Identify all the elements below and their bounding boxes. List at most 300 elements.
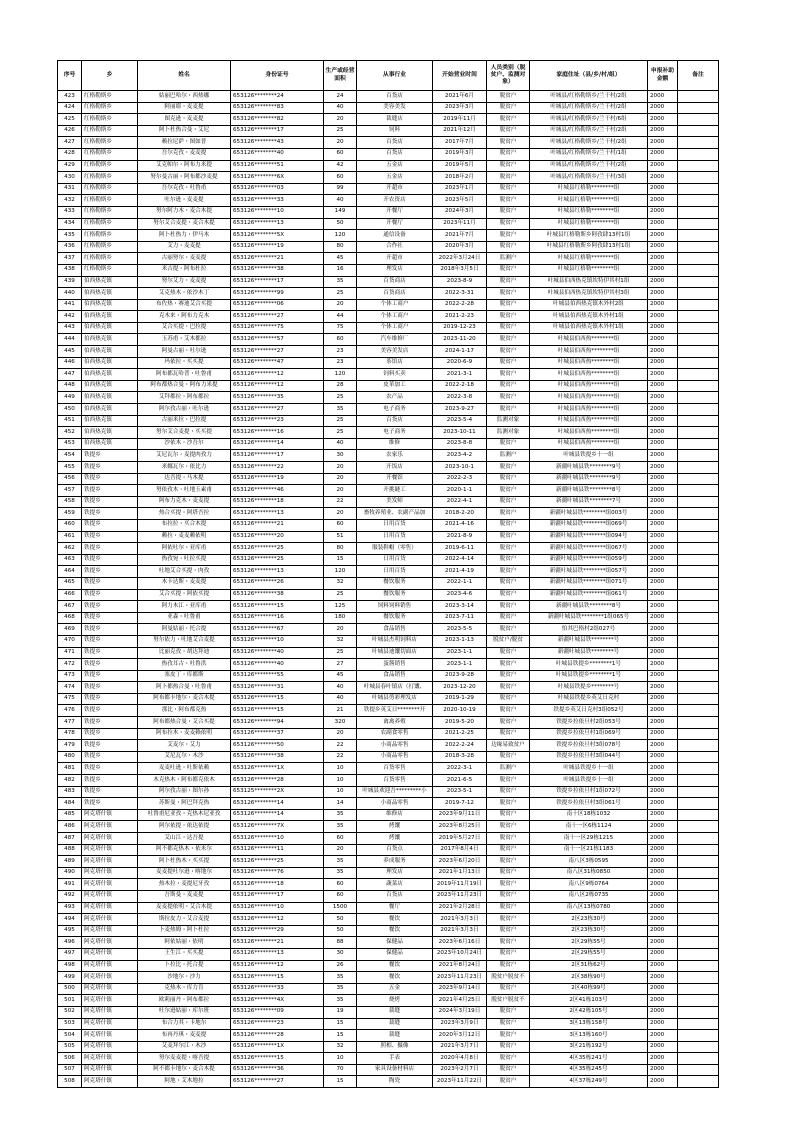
cell-amount: 2000 bbox=[648, 821, 678, 833]
cell-industry: 皮革加工 bbox=[357, 380, 433, 392]
cell-township: 红格勒斯乡 bbox=[82, 230, 138, 242]
cell-amount: 2000 bbox=[648, 902, 678, 914]
cell-industry: 餐饮服务 bbox=[357, 577, 433, 589]
cell-remarks bbox=[678, 983, 719, 995]
cell-start-date: 2022-4-1 bbox=[433, 496, 487, 508]
cell-name: 阿地・艾木地拉 bbox=[138, 1076, 231, 1088]
cell-id-number: 653126********57 bbox=[231, 334, 324, 346]
cell-id-number: 653126********17 bbox=[231, 276, 324, 288]
cell-id-number: 653126********40 bbox=[231, 647, 324, 659]
cell-name: 阿依吐尔・亚库甫 bbox=[138, 543, 231, 555]
cell-index: 469 bbox=[58, 624, 82, 636]
cell-start-date: 2023-8-8 bbox=[433, 438, 487, 450]
cell-start-date: 2019-7-12 bbox=[433, 798, 487, 810]
cell-start-date: 2019年5月27日 bbox=[433, 833, 487, 845]
cell-remarks bbox=[678, 659, 719, 671]
cell-start-date: 2022-2-3 bbox=[433, 473, 487, 485]
cell-township: 铁提乡 bbox=[82, 659, 138, 671]
cell-id-number: 653126********17 bbox=[231, 890, 324, 902]
table-row bbox=[58, 948, 719, 960]
cell-address: 叶城县铁提乡英艾日克村 bbox=[530, 693, 648, 705]
cell-area: 60 bbox=[324, 172, 357, 184]
cell-address: 南八区13栋0780 bbox=[530, 902, 648, 914]
cell-remarks bbox=[678, 230, 719, 242]
cell-area: 40 bbox=[324, 693, 357, 705]
cell-amount: 2000 bbox=[648, 230, 678, 242]
cell-index: 492 bbox=[58, 890, 82, 902]
cell-industry: 照相、摄像 bbox=[357, 1041, 433, 1053]
cell-category: 脱贫户 bbox=[487, 705, 530, 717]
cell-address: 2区40栋99号 bbox=[530, 983, 648, 995]
cell-category: 脱贫户 bbox=[487, 519, 530, 531]
cell-category: 脱贫户 bbox=[487, 311, 530, 323]
cell-start-date: 2019-6-11 bbox=[433, 543, 487, 555]
cell-township: 阿克塔什镇 bbox=[82, 1053, 138, 1065]
cell-address: 新疆叶城县铁********8号 bbox=[530, 601, 648, 613]
cell-industry: 百货店 bbox=[357, 148, 433, 160]
cell-address: 新疆叶城县铁********8号 bbox=[530, 485, 648, 497]
cell-industry: 食品销售 bbox=[357, 624, 433, 636]
cell-amount: 2000 bbox=[648, 612, 678, 624]
cell-area: 15 bbox=[324, 1018, 357, 1030]
cell-industry: 畜牧养殖业、农副产品加 bbox=[357, 508, 433, 520]
cell-area: 35 bbox=[324, 821, 357, 833]
table-row bbox=[58, 114, 719, 126]
cell-id-number: 653126********21 bbox=[231, 519, 324, 531]
cell-address: 新疆叶城县铁********9号 bbox=[530, 473, 648, 485]
table-row bbox=[58, 1076, 719, 1088]
cell-industry: 个体工商户 bbox=[357, 299, 433, 311]
cell-index: 493 bbox=[58, 902, 82, 914]
cell-id-number: 653126********09 bbox=[231, 1006, 324, 1018]
cell-address: 新疆叶城县铁********组059号 bbox=[530, 554, 648, 566]
cell-category: 脱贫户脱贫不 bbox=[487, 995, 530, 1007]
cell-category: 脱贫户 bbox=[487, 1041, 530, 1053]
cell-amount: 2000 bbox=[648, 624, 678, 636]
cell-start-date: 2024年3月19日 bbox=[433, 1006, 487, 1018]
cell-category: 脱贫户 bbox=[487, 589, 530, 601]
cell-remarks bbox=[678, 693, 719, 705]
cell-index: 450 bbox=[58, 404, 82, 416]
cell-id-number: 653126********27 bbox=[231, 346, 324, 358]
cell-index: 458 bbox=[58, 496, 82, 508]
table-row bbox=[58, 369, 719, 381]
cell-amount: 2000 bbox=[648, 856, 678, 868]
cell-township: 伯西热克镇 bbox=[82, 392, 138, 404]
cell-index: 472 bbox=[58, 659, 82, 671]
cell-name: 艾克热木・依沙木丁 bbox=[138, 288, 231, 300]
cell-name: 古丽米拉・巴拉提 bbox=[138, 415, 231, 427]
cell-remarks bbox=[678, 1018, 719, 1030]
cell-amount: 2000 bbox=[648, 125, 678, 137]
cell-amount: 2000 bbox=[648, 438, 678, 450]
table-row bbox=[58, 496, 719, 508]
cell-name: 努尔曼古丽・阿布都沙麦提 bbox=[138, 172, 231, 184]
cell-category: 脱贫户 bbox=[487, 404, 530, 416]
cell-township: 阿克塔什镇 bbox=[82, 983, 138, 995]
cell-address: 叶城县伯西热********组 bbox=[530, 404, 648, 416]
cell-category: 脱贫户 bbox=[487, 682, 530, 694]
header-col-industry: 从事行业 bbox=[357, 61, 433, 91]
cell-index: 457 bbox=[58, 485, 82, 497]
cell-township: 铁提乡 bbox=[82, 717, 138, 729]
cell-category: 脱贫户 bbox=[487, 264, 530, 276]
cell-category: 脱贫户 bbox=[487, 195, 530, 207]
cell-address: 叶城县/红格勒斯乡/兰干村/1组 bbox=[530, 148, 648, 160]
cell-amount: 2000 bbox=[648, 241, 678, 253]
cell-amount: 2000 bbox=[648, 288, 678, 300]
cell-category: 脱贫户 bbox=[487, 102, 530, 114]
cell-name: 达吾提・马木提 bbox=[138, 473, 231, 485]
cell-industry: 叶城县春叶镇店（打馕、 bbox=[357, 682, 433, 694]
table-row bbox=[58, 682, 719, 694]
cell-industry: 百货商店 bbox=[357, 276, 433, 288]
cell-start-date: 2017年7月 bbox=[433, 137, 487, 149]
cell-id-number: 653126********10 bbox=[231, 902, 324, 914]
cell-start-date: 2021年4月25日 bbox=[433, 995, 487, 1007]
cell-area: 10 bbox=[324, 775, 357, 787]
cell-name: 艾山江・达吾提 bbox=[138, 833, 231, 845]
cell-township: 阿克塔什镇 bbox=[82, 879, 138, 891]
cell-category: 脱贫户 bbox=[487, 230, 530, 242]
cell-address: 2区23栋30号 bbox=[530, 914, 648, 926]
cell-industry: 日用百货 bbox=[357, 566, 433, 578]
cell-area: 26 bbox=[324, 960, 357, 972]
cell-township: 铁提乡 bbox=[82, 450, 138, 462]
table-row bbox=[58, 311, 719, 323]
cell-address: 叶城县伯西热克镇坎特伊其村3组 bbox=[530, 288, 648, 300]
cell-category: 脱贫户 bbox=[487, 601, 530, 613]
cell-township: 阿克塔什镇 bbox=[82, 937, 138, 949]
cell-industry: 合作社 bbox=[357, 241, 433, 253]
cell-remarks bbox=[678, 624, 719, 636]
cell-area: 60 bbox=[324, 334, 357, 346]
cell-id-number: 653126********14 bbox=[231, 809, 324, 821]
cell-category: 脱贫户 bbox=[487, 438, 530, 450]
cell-id-number: 653126********23 bbox=[231, 415, 324, 427]
cell-index: 482 bbox=[58, 775, 82, 787]
cell-amount: 2000 bbox=[648, 183, 678, 195]
cell-address: 叶城县红格勒********组 bbox=[530, 206, 648, 218]
cell-remarks bbox=[678, 288, 719, 300]
cell-area: 35 bbox=[324, 983, 357, 995]
cell-name: 艾克帕尔・阿布力米提 bbox=[138, 160, 231, 172]
cell-address: 2区42栋105号 bbox=[530, 1006, 648, 1018]
cell-name: 卜拉比・托合提 bbox=[138, 960, 231, 972]
cell-amount: 2000 bbox=[648, 543, 678, 555]
table-row bbox=[58, 334, 719, 346]
cell-area: 75 bbox=[324, 322, 357, 334]
cell-address: 南十一区29栋1215 bbox=[530, 833, 648, 845]
cell-remarks bbox=[678, 519, 719, 531]
table-row bbox=[58, 172, 719, 184]
cell-industry: 叶城县迪馕切面店 bbox=[357, 647, 433, 659]
cell-amount: 2000 bbox=[648, 195, 678, 207]
cell-amount: 2000 bbox=[648, 206, 678, 218]
cell-index: 437 bbox=[58, 253, 82, 265]
cell-start-date: 2023-9-28 bbox=[433, 670, 487, 682]
cell-start-date: 2021年3月3日 bbox=[433, 925, 487, 937]
cell-name: 米娜瓦尔・依比力 bbox=[138, 462, 231, 474]
cell-amount: 2000 bbox=[648, 450, 678, 462]
cell-id-number: 653126********28 bbox=[231, 1030, 324, 1042]
cell-township: 红格勒斯乡 bbox=[82, 218, 138, 230]
cell-id-number: 653126********13 bbox=[231, 218, 324, 230]
cell-township: 红格勒斯乡 bbox=[82, 253, 138, 265]
table-row bbox=[58, 91, 719, 103]
cell-township: 阿克塔什镇 bbox=[82, 867, 138, 879]
cell-township: 红格勒斯乡 bbox=[82, 91, 138, 103]
table-row bbox=[58, 427, 719, 439]
cell-area: 320 bbox=[324, 717, 357, 729]
table-row bbox=[58, 937, 719, 949]
cell-id-number: 653126********17 bbox=[231, 450, 324, 462]
cell-amount: 2000 bbox=[648, 693, 678, 705]
cell-township: 伯西热克镇 bbox=[82, 438, 138, 450]
cell-address: 叶城县伯西热克镇木外村1组 bbox=[530, 322, 648, 334]
cell-category: 边缘易致贫户 bbox=[487, 740, 530, 752]
cell-category: 脱贫户 bbox=[487, 183, 530, 195]
cell-id-number: 653125********2X bbox=[231, 786, 324, 798]
cell-address: 叶城县红格勒斯乡阿孜肆13村1组 bbox=[530, 241, 648, 253]
cell-amount: 2000 bbox=[648, 102, 678, 114]
cell-id-number: 653126********33 bbox=[231, 983, 324, 995]
cell-amount: 2000 bbox=[648, 740, 678, 752]
cell-area: 99 bbox=[324, 183, 357, 195]
cell-area: 19 bbox=[324, 1006, 357, 1018]
cell-index: 467 bbox=[58, 601, 82, 613]
cell-index: 460 bbox=[58, 519, 82, 531]
cell-start-date: 2019-1-29 bbox=[433, 693, 487, 705]
cell-start-date: 2023年11月22日 bbox=[433, 1076, 487, 1088]
cell-area: 45 bbox=[324, 670, 357, 682]
cell-index: 479 bbox=[58, 740, 82, 752]
cell-area: 10 bbox=[324, 763, 357, 775]
cell-remarks bbox=[678, 137, 719, 149]
cell-address: 叶城县/红格勒斯乡/兰干村/2组 bbox=[530, 125, 648, 137]
cell-category: 脱贫户 bbox=[487, 531, 530, 543]
cell-index: 430 bbox=[58, 172, 82, 184]
cell-remarks bbox=[678, 508, 719, 520]
cell-industry: 烤馕 bbox=[357, 821, 433, 833]
cell-category: 脱贫户 bbox=[487, 1030, 530, 1042]
cell-start-date: 2023-1-1 bbox=[433, 647, 487, 659]
cell-area: 60 bbox=[324, 833, 357, 845]
cell-amount: 2000 bbox=[648, 91, 678, 103]
cell-area: 23 bbox=[324, 357, 357, 369]
cell-index: 485 bbox=[58, 809, 82, 821]
cell-start-date: 2021年3月7日 bbox=[433, 1041, 487, 1053]
cell-category: 脱贫户 bbox=[487, 856, 530, 868]
table-row bbox=[58, 763, 719, 775]
cell-industry: 餐饮 bbox=[357, 972, 433, 984]
cell-name: 阿布都瓦哈普・吐鲁甫 bbox=[138, 369, 231, 381]
cell-area: 180 bbox=[324, 612, 357, 624]
cell-address: 叶城县/红格勒斯乡/兰干村/2组 bbox=[530, 91, 648, 103]
cell-remarks bbox=[678, 346, 719, 358]
table-row bbox=[58, 775, 719, 787]
cell-address: 叶城县伯西热********组 bbox=[530, 346, 648, 358]
cell-industry: 禽禽养殖 bbox=[357, 717, 433, 729]
cell-index: 447 bbox=[58, 369, 82, 381]
cell-name: 布拉拉・买合木提 bbox=[138, 519, 231, 531]
cell-category: 脱贫户 bbox=[487, 357, 530, 369]
cell-area: 50 bbox=[324, 914, 357, 926]
cell-category: 监测对象 bbox=[487, 427, 530, 439]
cell-remarks bbox=[678, 114, 719, 126]
cell-index: 471 bbox=[58, 647, 82, 659]
cell-id-number: 653126********12 bbox=[231, 960, 324, 972]
cell-start-date: 2021年3月3日 bbox=[433, 914, 487, 926]
cell-id-number: 653126********94 bbox=[231, 717, 324, 729]
cell-name: 米吉提・阿布杜拉 bbox=[138, 264, 231, 276]
cell-amount: 2000 bbox=[648, 148, 678, 160]
cell-id-number: 653126********1X bbox=[231, 763, 324, 775]
table-row bbox=[58, 821, 719, 833]
cell-category: 脱贫户 bbox=[487, 612, 530, 624]
cell-township: 铁提乡 bbox=[82, 693, 138, 705]
cell-remarks bbox=[678, 543, 719, 555]
cell-industry: 日用百货 bbox=[357, 519, 433, 531]
cell-remarks bbox=[678, 438, 719, 450]
cell-township: 阿克塔什镇 bbox=[82, 960, 138, 972]
cell-name: 王生江・买买提 bbox=[138, 948, 231, 960]
cell-name: 热孜耳古・吐鲁洪 bbox=[138, 659, 231, 671]
cell-id-number: 653126********15 bbox=[231, 601, 324, 613]
cell-address: 南八区3栋0595 bbox=[530, 856, 648, 868]
cell-name: 欧莉丽丹・阿布都拉 bbox=[138, 995, 231, 1007]
cell-township: 阿克塔什镇 bbox=[82, 821, 138, 833]
cell-township: 红格勒斯乡 bbox=[82, 264, 138, 276]
cell-start-date: 2021-4-19 bbox=[433, 566, 487, 578]
cell-industry: 小商品零售 bbox=[357, 740, 433, 752]
cell-name: 热合买提・阿塔吾拉 bbox=[138, 508, 231, 520]
cell-area: 60 bbox=[324, 519, 357, 531]
cell-name: 阿布都热合曼・阿布力米提 bbox=[138, 380, 231, 392]
table-row bbox=[58, 404, 719, 416]
cell-area: 44 bbox=[324, 311, 357, 323]
cell-industry: 餐厅 bbox=[357, 902, 433, 914]
cell-address: 南十一区21栋1183 bbox=[530, 844, 648, 856]
cell-start-date: 2017年8月4日 bbox=[433, 844, 487, 856]
cell-category: 脱贫户 bbox=[487, 543, 530, 555]
cell-area: 1500 bbox=[324, 902, 357, 914]
cell-address: 铁提乡拉依旦村3组044号 bbox=[530, 751, 648, 763]
cell-name: 吐地艾合买提・肉孜 bbox=[138, 566, 231, 578]
cell-remarks bbox=[678, 91, 719, 103]
cell-township: 铁提乡 bbox=[82, 473, 138, 485]
cell-remarks bbox=[678, 473, 719, 485]
cell-id-number: 653126********75 bbox=[231, 322, 324, 334]
cell-category: 脱贫户 bbox=[487, 798, 530, 810]
cell-id-number: 653126********15 bbox=[231, 705, 324, 717]
table-row bbox=[58, 867, 719, 879]
cell-township: 伯西热克镇 bbox=[82, 276, 138, 288]
cell-township: 阿克塔什镇 bbox=[82, 948, 138, 960]
cell-id-number: 653126********4X bbox=[231, 995, 324, 1007]
table-row bbox=[58, 601, 719, 613]
cell-township: 铁提乡 bbox=[82, 508, 138, 520]
cell-index: 505 bbox=[58, 1041, 82, 1053]
cell-remarks bbox=[678, 1076, 719, 1088]
cell-area: 32 bbox=[324, 635, 357, 647]
cell-id-number: 653126********19 bbox=[231, 473, 324, 485]
table-row bbox=[58, 960, 719, 972]
cell-category: 脱贫户 bbox=[487, 960, 530, 972]
cell-area: 25 bbox=[324, 415, 357, 427]
cell-amount: 2000 bbox=[648, 867, 678, 879]
cell-name: 布再丹琪・麦麦提 bbox=[138, 1030, 231, 1042]
cell-start-date: 2023-12-20 bbox=[433, 682, 487, 694]
cell-area: 20 bbox=[324, 462, 357, 474]
cell-industry: 五金店 bbox=[357, 172, 433, 184]
cell-start-date: 2019-5-20 bbox=[433, 717, 487, 729]
cell-name: 阿尔依提・依达依提 bbox=[138, 821, 231, 833]
cell-index: 454 bbox=[58, 450, 82, 462]
cell-category: 脱贫户 bbox=[487, 276, 530, 288]
cell-remarks bbox=[678, 612, 719, 624]
cell-id-number: 653126********25 bbox=[231, 543, 324, 555]
cell-name: 麦麦提依明・艾合木提 bbox=[138, 902, 231, 914]
cell-index: 426 bbox=[58, 125, 82, 137]
cell-category: 脱贫户 bbox=[487, 206, 530, 218]
cell-township: 阿克塔什镇 bbox=[82, 1064, 138, 1076]
cell-category: 脱贫户 bbox=[487, 114, 530, 126]
cell-start-date: 2022-3-31 bbox=[433, 288, 487, 300]
table-row bbox=[58, 346, 719, 358]
cell-township: 铁提乡 bbox=[82, 682, 138, 694]
cell-address: 叶城县伯西热********组 bbox=[530, 334, 648, 346]
cell-industry: 美容美发店 bbox=[357, 346, 433, 358]
cell-amount: 2000 bbox=[648, 380, 678, 392]
cell-remarks bbox=[678, 1030, 719, 1042]
cell-name: 阿卜杜热力・伊马木 bbox=[138, 230, 231, 242]
cell-name: 吾斯曼・麦麦提 bbox=[138, 890, 231, 902]
cell-industry: 饲料买卖 bbox=[357, 369, 433, 381]
cell-index: 498 bbox=[58, 960, 82, 972]
cell-township: 阿克塔什镇 bbox=[82, 925, 138, 937]
cell-category: 脱贫户 bbox=[487, 160, 530, 172]
cell-remarks bbox=[678, 485, 719, 497]
cell-industry: 裁缝 bbox=[357, 1006, 433, 1018]
table-row bbox=[58, 462, 719, 474]
cell-id-number: 653126********12 bbox=[231, 380, 324, 392]
cell-name: 热木拉・麦提尼牙孜 bbox=[138, 879, 231, 891]
cell-start-date: 2019年5月 bbox=[433, 160, 487, 172]
cell-start-date: 2021年2月28日 bbox=[433, 902, 487, 914]
cell-id-number: 653126********38 bbox=[231, 751, 324, 763]
cell-id-number: 653126********33 bbox=[231, 195, 324, 207]
cell-township: 红格勒斯乡 bbox=[82, 241, 138, 253]
cell-township: 铁提乡 bbox=[82, 531, 138, 543]
cell-id-number: 653126********5X bbox=[231, 230, 324, 242]
table-row bbox=[58, 1064, 719, 1076]
cell-area: 22 bbox=[324, 751, 357, 763]
cell-index: 435 bbox=[58, 230, 82, 242]
cell-category: 脱贫户 bbox=[487, 902, 530, 914]
cell-amount: 2000 bbox=[648, 635, 678, 647]
subsidy-table bbox=[57, 60, 719, 1088]
cell-amount: 2000 bbox=[648, 404, 678, 416]
cell-industry: 通信设备 bbox=[357, 230, 433, 242]
cell-name: 亚森・吐鲁甫 bbox=[138, 612, 231, 624]
table-row bbox=[58, 508, 719, 520]
cell-id-number: 653126********1X bbox=[231, 1041, 324, 1053]
cell-address: 2区38栋90号 bbox=[530, 972, 648, 984]
cell-start-date: 2018年2月 bbox=[433, 172, 487, 184]
cell-amount: 2000 bbox=[648, 566, 678, 578]
cell-id-number: 653126********26 bbox=[231, 577, 324, 589]
